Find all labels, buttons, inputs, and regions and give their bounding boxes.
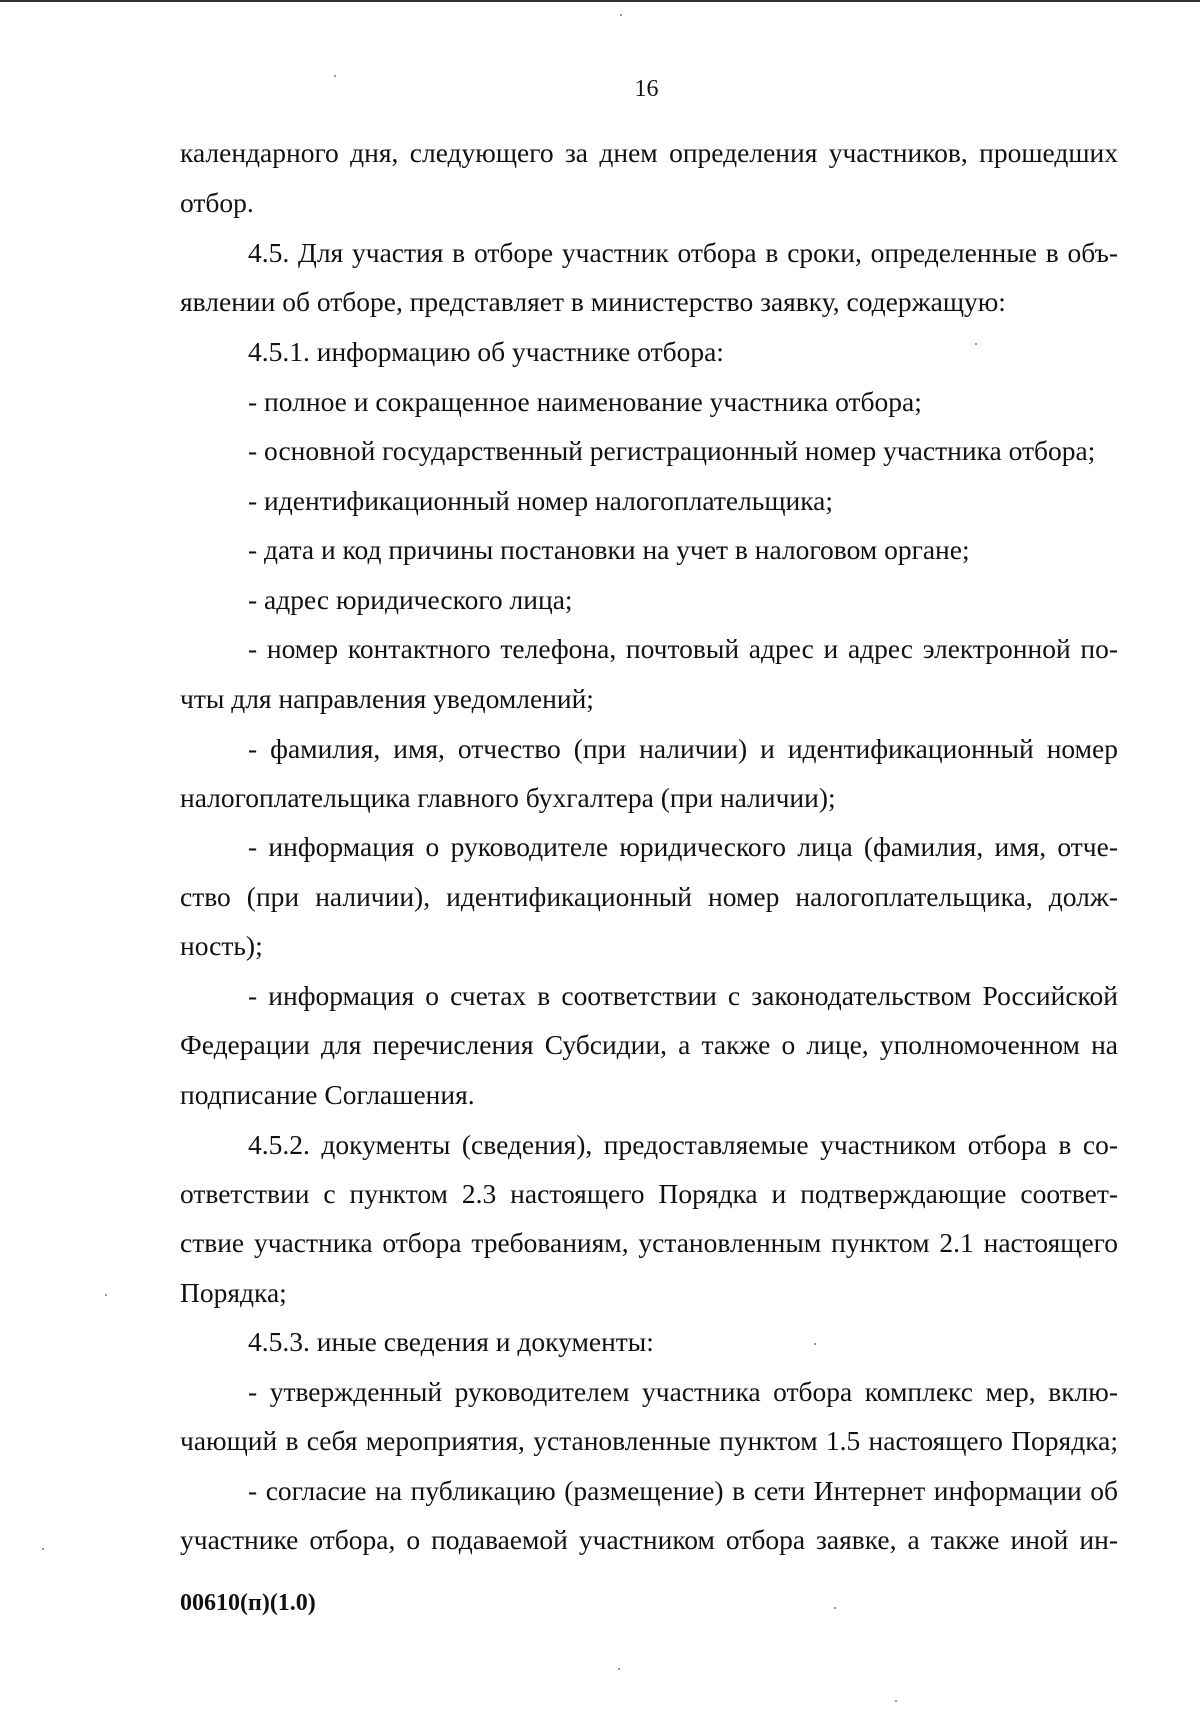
text-line: участнике отбора, о подаваемой участником отбора заявке, а также иной ин-: [180, 1524, 1118, 1555]
text-line: Федерации для перечисления Субсидии, а также о лице, уполномоченном на: [180, 1029, 1118, 1060]
text-line: ство (при наличии), идентификационный номер налогоплательщика, долж-: [180, 881, 1118, 912]
scan-speck: [105, 1294, 107, 1296]
text-line: - информация о счетах в соответствии с законодательством Российской: [248, 980, 1118, 1011]
scan-speck: [334, 75, 336, 77]
text-line: календарного дня, следующего за днем определения участников, прошедших: [180, 137, 1118, 168]
text-line: ствие участника отбора требованиям, установленным пунктом 2.1 настоящего: [180, 1227, 1118, 1258]
text-line: - информация о руководителе юридического лица (фамилия, имя, отче-: [248, 831, 1118, 862]
text-line: явлении об отборе, представляет в министерство заявку, содержащую:: [180, 286, 1006, 317]
scan-speck: [975, 343, 977, 345]
text-line: - согласие на публикацию (размещение) в сети Интернет информации об: [248, 1475, 1118, 1506]
text-line: ответствии с пунктом 2.3 настоящего Порядка и подтверждающие соответ-: [180, 1178, 1118, 1209]
text-line: ность);: [180, 930, 263, 961]
text-line: - номер контактного телефона, почтовый адрес и адрес электронной по-: [248, 633, 1118, 664]
text-line: чты для направления уведомлений;: [180, 683, 594, 714]
text-line: 4.5. Для участия в отборе участник отбора в сроки, определенные в объ-: [248, 237, 1118, 268]
scan-speck: [42, 1548, 44, 1550]
text-line: - дата и код причины постановки на учет в налоговом органе;: [248, 534, 970, 565]
text-line: - основной государственный регистрационный номер участника отбора;: [248, 435, 1096, 466]
text-line: - адрес юридического лица;: [248, 584, 573, 615]
text-line: - идентификационный номер налогоплательщика;: [248, 485, 834, 516]
scan-speck: [895, 1700, 897, 1702]
text-line: 4.5.2. документы (сведения), предоставляемые участником отбора в со-: [248, 1129, 1118, 1160]
text-line: подписание Соглашения.: [180, 1079, 475, 1110]
text-line: 4.5.1. информацию об участнике отбора:: [248, 336, 724, 367]
text-line: Порядка;: [180, 1277, 287, 1308]
scan-speck: [834, 1607, 836, 1609]
text-line: - полное и сокращенное наименование участника отбора;: [248, 386, 922, 417]
scan-speck: [618, 1668, 620, 1670]
text-line: чающий в себя мероприятия, установленные пунктом 1.5 настоящего Порядка;: [180, 1425, 1118, 1456]
scan-speck: [620, 14, 622, 16]
scan-speck: [814, 1343, 816, 1345]
text-line: - фамилия, имя, отчество (при наличии) и идентификационный номер: [248, 733, 1118, 764]
page-top-edge: [0, 0, 1200, 2]
text-line: - утвержденный руководителем участника отбора комплекс мер, вклю-: [248, 1376, 1118, 1407]
document-code: 00610(п)(1.0): [180, 1590, 316, 1616]
text-line: отбор.: [180, 187, 254, 218]
text-line: налогоплательщика главного бухгалтера (при наличии);: [180, 782, 836, 813]
page-number: 16: [634, 76, 659, 102]
text-line: 4.5.3. иные сведения и документы:: [248, 1326, 654, 1357]
